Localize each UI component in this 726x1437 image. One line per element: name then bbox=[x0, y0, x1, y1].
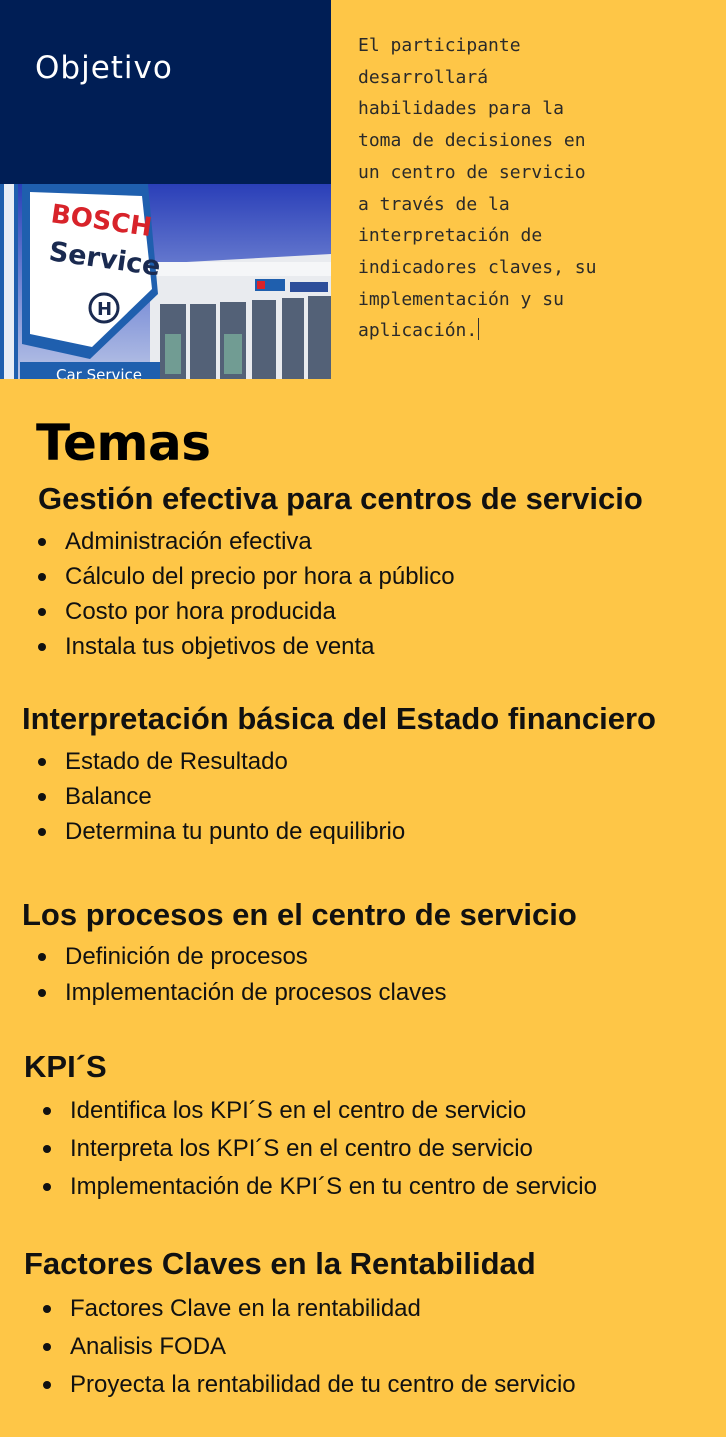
objetivo-description bbox=[358, 30, 708, 347]
description-line: un centro de servicio bbox=[358, 161, 586, 183]
list-item: Estado de Resultado bbox=[38, 744, 405, 779]
description-line: habilidades para la bbox=[358, 98, 564, 120]
list-item: Costo por hora producida bbox=[38, 594, 455, 629]
list-item: Analisis FODA bbox=[43, 1328, 576, 1366]
objetivo-title: Objetivo bbox=[35, 50, 173, 86]
section-list-kpis bbox=[43, 1092, 597, 1206]
section-title-procesos: Los procesos en el centro de servicio bbox=[22, 897, 577, 932]
section-title-rentabilidad: Factores Claves en la Rentabilidad bbox=[24, 1246, 536, 1281]
list-item: Determina tu punto de equilibrio bbox=[38, 814, 405, 849]
description-line: indicadores claves, su bbox=[358, 256, 597, 278]
temas-title: Temas bbox=[36, 414, 211, 472]
list-item: Proyecta la rentabilidad de tu centro de servicio bbox=[43, 1366, 576, 1404]
description-line: implementación y su bbox=[358, 288, 564, 310]
list-item: Implementación de KPI´S en tu centro de servicio bbox=[43, 1168, 597, 1206]
description-line: aplicación. bbox=[358, 320, 478, 342]
list-item: Interpreta los KPI´S en el centro de servicio bbox=[43, 1130, 597, 1168]
section-list-estado-financiero bbox=[38, 744, 405, 849]
section-list-rentabilidad bbox=[43, 1290, 576, 1404]
list-item: Definición de procesos bbox=[38, 939, 447, 975]
description-line: desarrollará bbox=[358, 66, 489, 88]
list-item: Instala tus objetivos de venta bbox=[38, 629, 455, 664]
section-list-procesos bbox=[38, 939, 447, 1011]
objetivo-header-box bbox=[0, 0, 331, 184]
svg-text:H: H bbox=[97, 299, 113, 320]
list-item: Identifica los KPI´S en el centro de servicio bbox=[43, 1092, 597, 1130]
section-list-gestion bbox=[38, 524, 455, 664]
list-item: Administración efectiva bbox=[38, 524, 455, 559]
description-line: interpretación de bbox=[358, 225, 543, 247]
description-line-last bbox=[358, 315, 708, 347]
list-item: Cálculo del precio por hora a público bbox=[38, 559, 455, 594]
description-line: a través de la bbox=[358, 193, 510, 215]
list-item: Balance bbox=[38, 779, 405, 814]
sign-bosch-text: BOSCH bbox=[49, 199, 154, 244]
text-cursor bbox=[478, 318, 479, 340]
section-title-gestion: Gestión efectiva para centros de servicio bbox=[38, 481, 643, 516]
sign-car-service-text: Car Service bbox=[56, 366, 143, 379]
bosch-service-photo bbox=[0, 184, 331, 379]
section-title-estado-financiero: Interpretación básica del Estado financiero bbox=[22, 701, 656, 736]
sign-service-text: Service bbox=[47, 236, 163, 283]
section-title-kpis: KPI´S bbox=[24, 1049, 107, 1084]
description-line: toma de decisiones en bbox=[358, 130, 586, 152]
description-line: El participante bbox=[358, 35, 521, 56]
list-item: Implementación de procesos claves bbox=[38, 975, 447, 1011]
list-item: Factores Clave en la rentabilidad bbox=[43, 1290, 576, 1328]
